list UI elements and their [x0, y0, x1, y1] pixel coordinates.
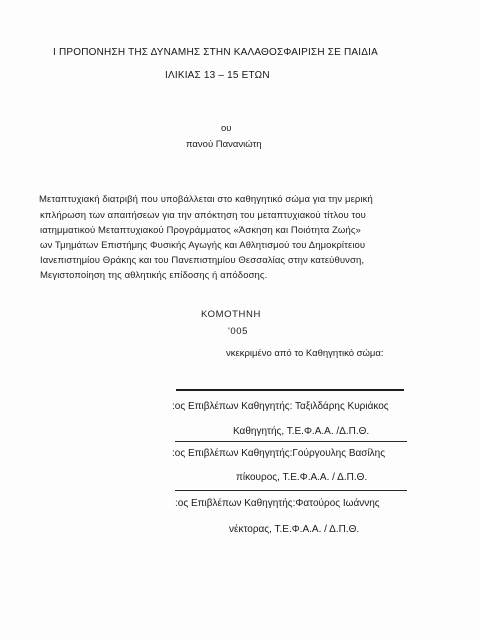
committee-separator-2	[175, 441, 407, 442]
committee-member-3-role: :ος Επιβλέπων Καθηγητής:Φατούρος Ιωάννης	[175, 498, 380, 509]
abstract-line-3: ιατημματικού Μεταπτυχιακού Προγράμματος «Άσκηση και Ποιότητα Ζωής»	[40, 225, 361, 236]
place-year: '005	[228, 326, 249, 337]
committee-separator-3	[175, 490, 407, 491]
abstract-line-4: ων Τμημάτων Επιστήμης Φυσικής Αγωγής και Αθλητισμού του Δημοκρίτειου	[40, 240, 366, 251]
abstract-line-5: Ιανεπιστημίου Θράκης και του Πανεπιστημίου Θεσσαλίας στην κατεύθυνση,	[40, 255, 365, 266]
committee-member-1-role: :ος Επιβλέπων Καθηγητής: Ταξιλδάρης Κυριάκος	[172, 401, 389, 412]
abstract-line-2: κπλήρωση των απαιτήσεων για την απόκτηση του μεταπτυχιακού τίτλου του	[40, 210, 366, 221]
committee-member-2-role: :ος Επιβλέπων Καθηγητής:Γούργουλης Βασίλης	[172, 448, 386, 459]
committee-member-3-title: νέκτορας, Τ.Ε.Φ.Α.Α. / Δ.Π.Θ.	[229, 524, 360, 535]
author-prefix: ου	[221, 123, 232, 134]
place-city: ΚΟΜΟΤΗΝΗ	[201, 309, 261, 320]
thesis-title-line-1: Ι ΠΡΟΠΟΝΗΣΗ ΤΗΣ ΔΥΝΑΜΗΣ ΣΤΗΝ ΚΑΛΑΘΟΣΦΑΙΡΙΣΗ ΣΕ ΠΑΙΔΙΑ	[53, 47, 378, 58]
committee-separator-1	[176, 389, 404, 391]
committee-member-1-title: Καθηγητής, Τ.Ε.Φ.Α.Α. /Δ.Π.Θ.	[233, 426, 370, 437]
abstract-line-1: Μεταπτυχιακή διατριβή που υποβάλλεται στο καθηγητικό σώμα για την μερική	[39, 194, 373, 205]
approval-label: νκεκριμένο από το Καθηγητικό σώμα:	[226, 348, 384, 359]
author-name: πανού Πανανιώτη	[186, 139, 262, 150]
thesis-title-line-2: ΙΛΙΚΙΑΣ 13 – 15 ΕΤΩΝ	[165, 70, 270, 81]
abstract-line-6: Μεγιστοποίηση της αθλητικής επίδοσης ή απόδοσης.	[40, 270, 268, 281]
committee-member-2-title: πίκουρος, Τ.Ε.Φ.Α.Α. / Δ.Π.Θ.	[236, 472, 368, 483]
